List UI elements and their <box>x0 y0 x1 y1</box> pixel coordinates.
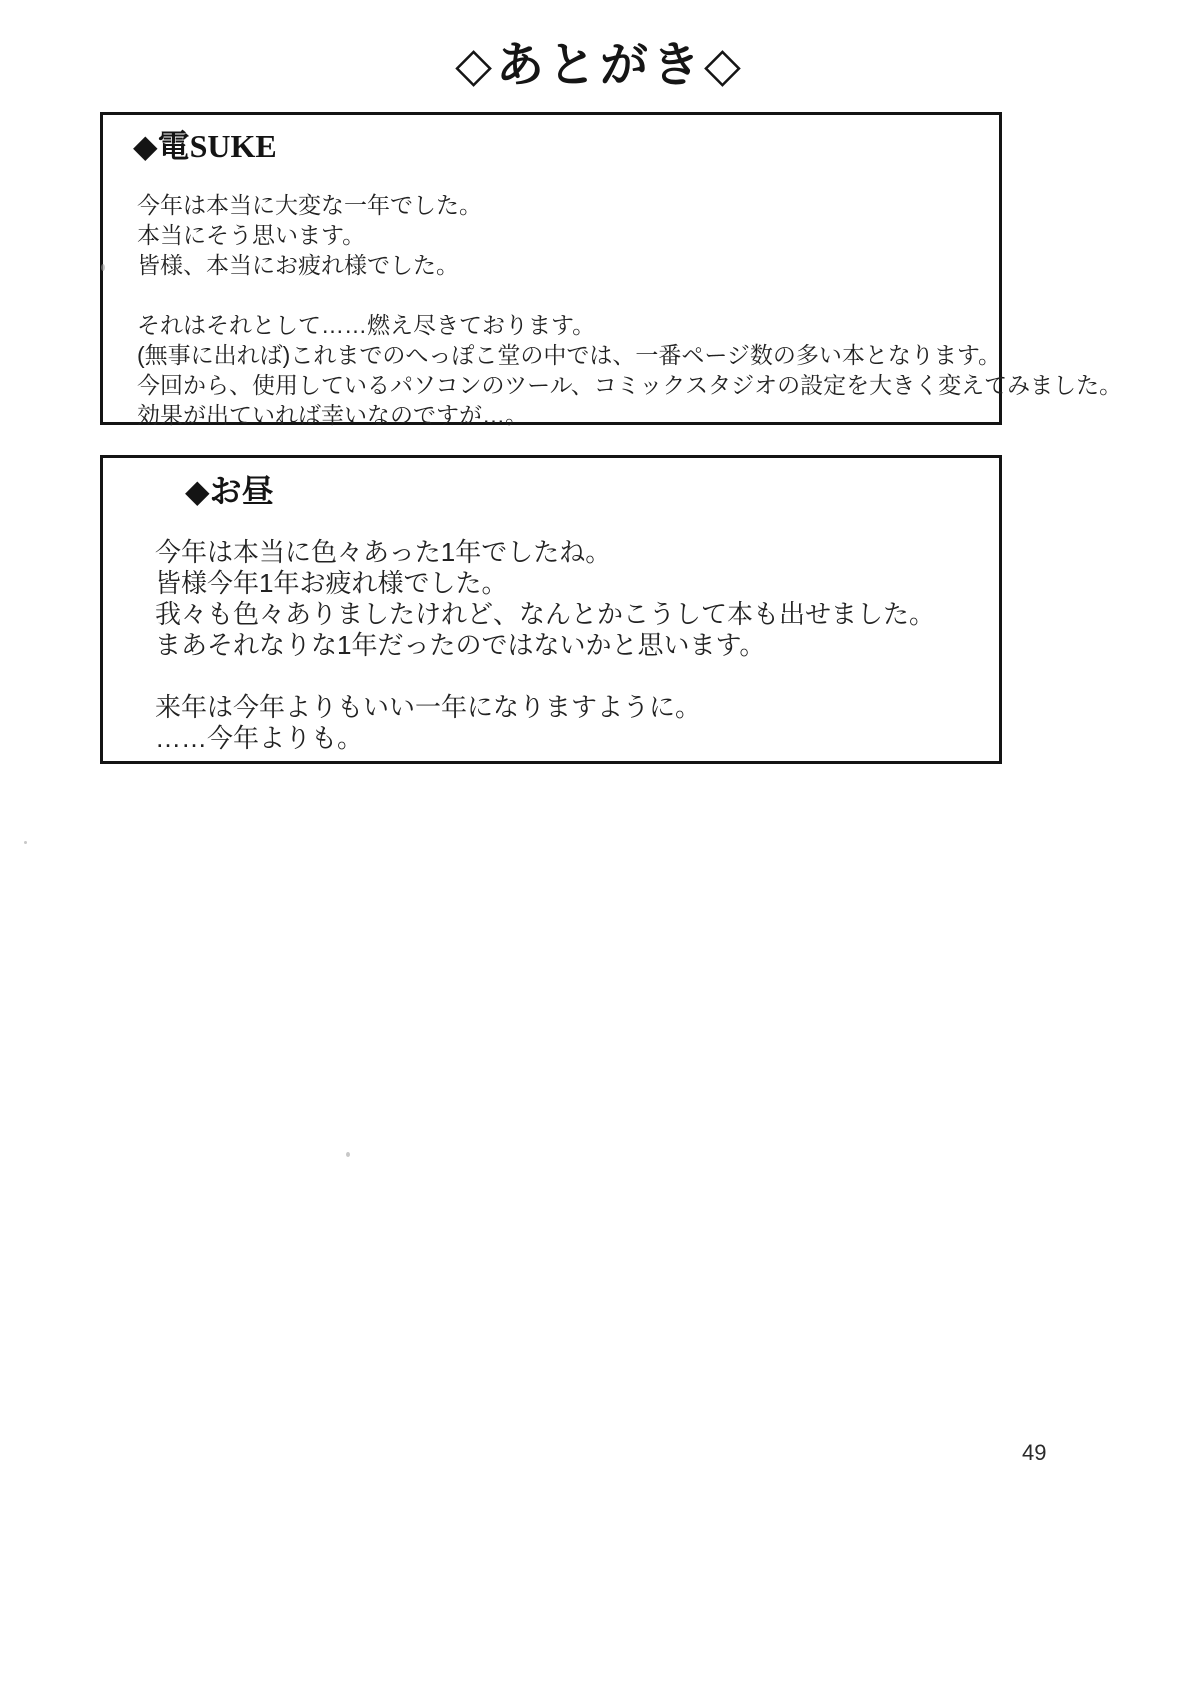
section-box-ohiru <box>100 455 1002 764</box>
text-line: 効果が出ていれば幸いなのですが…。 <box>137 402 528 429</box>
section-heading-ohiru: ◆お昼 <box>185 473 274 509</box>
text-line: 来年は今年よりもいい一年になりますように。 <box>155 692 702 723</box>
page-number: 49 <box>1022 1440 1047 1465</box>
paragraph-gap <box>155 661 999 692</box>
text-line: ……今年よりも。 <box>155 723 364 754</box>
text-line: 今年は本当に大変な一年でした。 <box>137 192 482 219</box>
afterword-title: ◇あとがき◇ <box>455 39 745 92</box>
text-line: 皆様、本当にお疲れ様でした。 <box>137 252 459 279</box>
scan-speckle <box>24 841 27 844</box>
text-line: 皆様今年1年お疲れ様でした。 <box>155 568 508 599</box>
text-line: (無事に出れば)これまでのへっぽこ堂の中では、一番ページ数の多い本となります。 <box>137 342 1002 369</box>
section-heading-densuke: ◆電SUKE <box>133 128 277 164</box>
text-line: 本当にそう思います。 <box>137 222 366 249</box>
section-box-densuke <box>100 112 1123 429</box>
paragraph-gap <box>137 280 999 310</box>
section-body-ohiru <box>155 537 999 754</box>
text-line: 今年は本当に色々あった1年でしたね。 <box>155 537 612 568</box>
text-line: まあそれなりな1年だったのではないかと思います。 <box>155 630 766 661</box>
text-line: それはそれとして……燃え尽きております。 <box>137 312 596 339</box>
scan-speckle <box>346 1152 350 1157</box>
text-line: 我々も色々ありましたけれど、なんとかこうして本も出せました。 <box>155 599 936 630</box>
text-line: 今回から、使用しているパソコンのツール、コミックスタジオの設定を大きく変えてみました。 <box>137 372 1123 399</box>
section-body-densuke <box>137 190 1123 430</box>
scan-speckle <box>101 264 105 271</box>
